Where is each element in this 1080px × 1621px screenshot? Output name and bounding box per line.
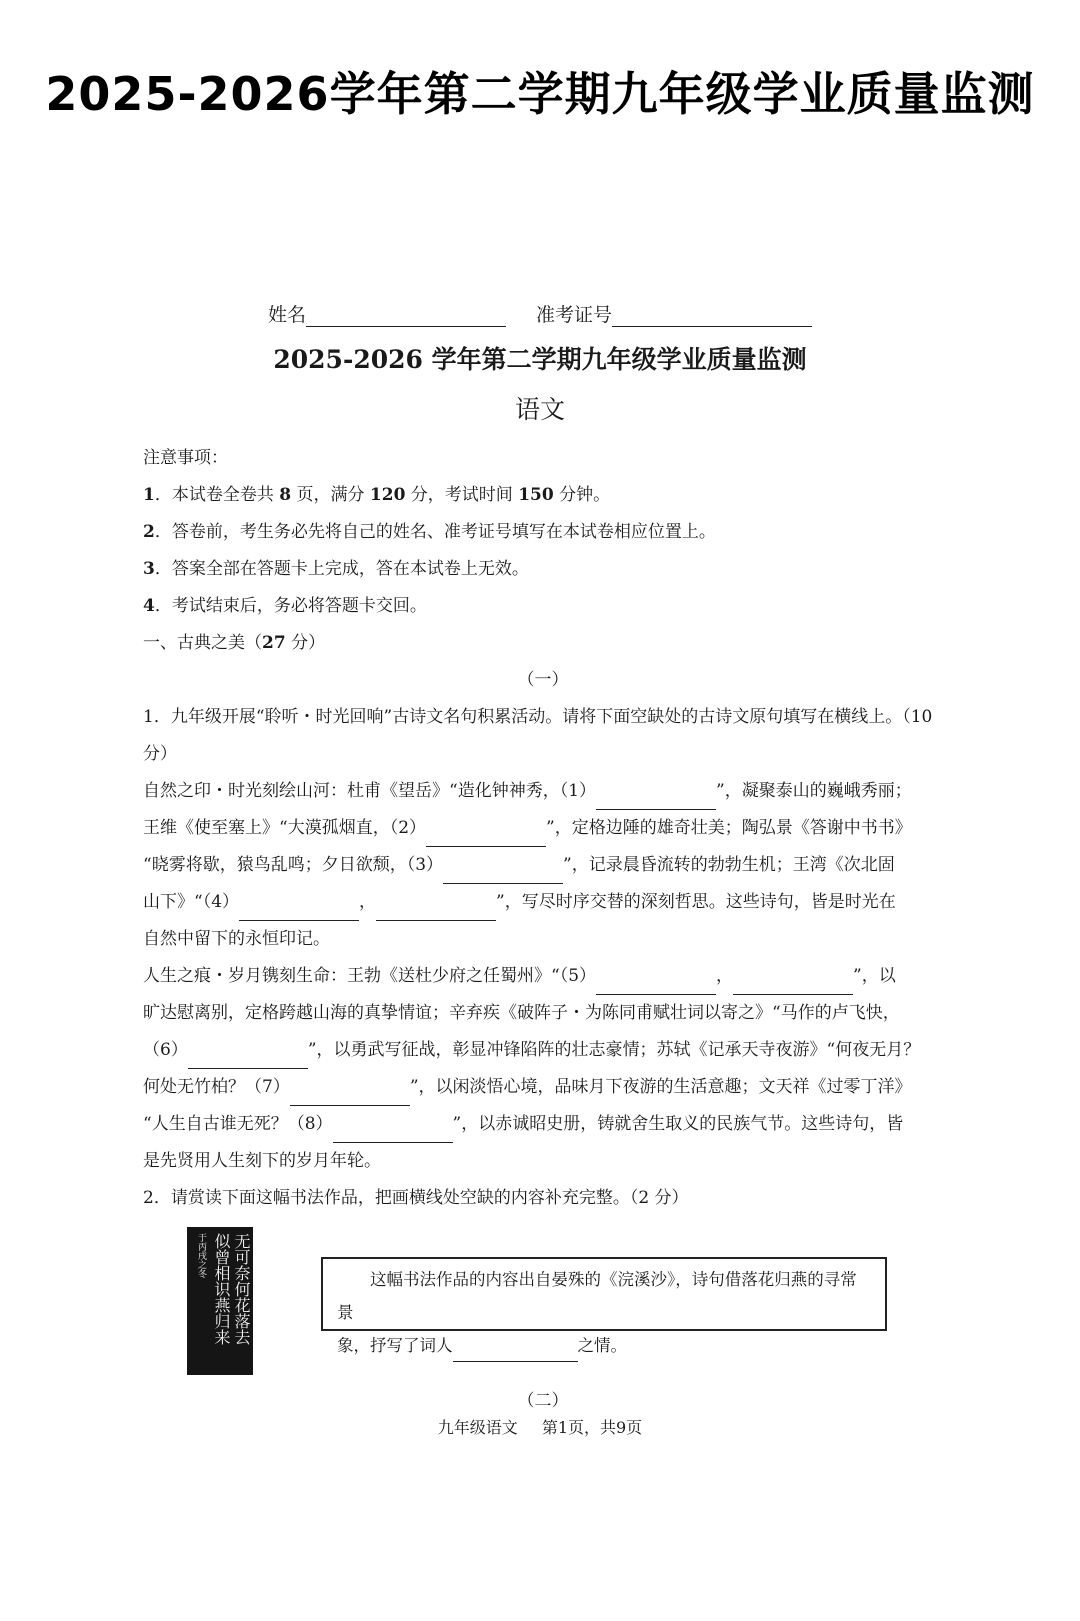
subject-title: 语文 [514, 395, 565, 424]
exam-no-label: 准考证号 [536, 304, 613, 326]
box-text: 之情。 [577, 1336, 627, 1355]
q2-text: 2．请赏读下面这幅书法作品，把画横线处空缺的内容补充完整。（2 分） [143, 1188, 689, 1208]
answer-blank-8[interactable] [333, 1124, 453, 1143]
q1-text: 人生之痕・岁月镌刻生命：王勃《送杜少府之任蜀州》“（5） [143, 966, 597, 986]
q1-text: ”，记录晨昏流转的勃勃生机；王湾《次北固 [563, 855, 895, 875]
box-text: 象，抒写了词人 [337, 1336, 453, 1355]
q1-text: ”，以闲淡悟心境，品味月下夜游的生活意趣；文天祥《过零丁洋》 [409, 1077, 912, 1097]
answer-blank-5a[interactable] [596, 976, 716, 995]
banner-title: 2025-2026学年第二学期九年级学业质量监测 [45, 67, 1035, 121]
notice-num: 4 [143, 596, 155, 616]
q1-text: ， [359, 892, 377, 912]
q1-text: 何处无竹柏？（7） [143, 1077, 290, 1097]
section-tail: 分） [285, 633, 326, 653]
part-two-heading: （二） [517, 1391, 569, 1411]
q2-figure [143, 1223, 943, 1383]
answer-blank-6[interactable] [188, 1050, 308, 1069]
q1-text: ”，写尽时序交替的深刻哲思。这些诗句，皆是时光在 [496, 892, 896, 912]
notice-text: 分，考试时间 [405, 485, 519, 505]
notice-text: 答卷前，考生务必先将自己的姓名、准考证号填写在本试卷相应位置上。 [171, 522, 716, 542]
q1-text: 自然之印・时光刻绘山河：杜甫《望岳》“造化钟神秀，（1） [143, 781, 597, 801]
q1-text: ， [716, 966, 734, 986]
notice-item-1: 1．本试卷全卷共 8 页，满分 120 分，考试时间 150 分钟。 [143, 485, 611, 505]
notice-num: 3 [143, 559, 155, 579]
notice-num: 1 [143, 485, 155, 505]
box-text: 这幅书法作品的内容出自晏殊的《浣溪沙》，诗句借落花归燕的寻常景 [337, 1270, 857, 1322]
q1-text: “人生自古谁无死？（8） [143, 1114, 333, 1134]
answer-blank-3[interactable] [443, 865, 563, 884]
q1-text: ”，以 [853, 966, 896, 986]
q1-text: 山下》“（4） [143, 892, 240, 912]
answer-blank-4b[interactable] [376, 902, 496, 921]
q1-text: 旷达慰离别，定格跨越山海的真挚情谊；辛弃疾《破阵子・为陈同甫赋壮词以寄之》“马作的卢飞快， [143, 1003, 900, 1023]
q1-text: 自然中留下的永恒印记。 [143, 929, 330, 949]
answer-blank-5b[interactable] [733, 976, 853, 995]
q2-answer-box [321, 1257, 887, 1355]
q1-text: ”，以勇武写征战，彰显冲锋陷阵的壮志豪情；苏轼《记承天寺夜游》“何夜无月？ [307, 1040, 921, 1060]
page-count: 8 [279, 485, 292, 505]
notice-text: 答案全部在答题卡上完成，答在本试卷上无效。 [171, 559, 529, 579]
footer-page-info: 第1页，共9页 [541, 1418, 643, 1437]
notice-text: 页，满分 [291, 485, 370, 505]
exam-content [143, 440, 943, 1420]
exam-duration: 150 [518, 485, 554, 505]
notice-text: 本试卷全卷共 [171, 485, 280, 505]
q1-text: ”，以赤诚昭史册，铸就舍生取义的民族气节。这些诗句，皆 [452, 1114, 904, 1134]
name-label: 姓名 [267, 304, 306, 326]
section-heading [143, 625, 943, 662]
q1-intro: 1．九年级开展“聆听・时光回响”古诗文名句积累活动。请将下面空缺处的古诗文原句填写在横线上。（10 [143, 707, 933, 727]
box-text-cont [337, 1329, 873, 1362]
notice-item-2: 2．答卷前，考生务必先将自己的姓名、准考证号填写在本试卷相应位置上。 [143, 522, 716, 542]
q1-life-para [143, 958, 943, 1180]
answer-blank-1[interactable] [596, 791, 716, 810]
answer-blank-7[interactable] [290, 1087, 410, 1106]
answer-blank-4a[interactable] [239, 902, 359, 921]
notice-item-3: 3．答案全部在答题卡上完成，答在本试卷上无效。 [143, 559, 529, 579]
notice-num: 2 [143, 522, 155, 542]
id-fields [0, 300, 1080, 327]
calligraphy-inscription: 于丙戌之冬 [196, 1233, 206, 1278]
part-one-heading: （一） [517, 670, 569, 690]
notice-item-4: 4．考试结束后，务必将答题卡交回。 [143, 596, 427, 616]
page-footer [0, 1415, 1080, 1438]
q1-text: ”，定格边陲的雄奇壮美；陶弘景《答谢中书书》 [546, 818, 912, 838]
full-score: 120 [369, 485, 406, 505]
q1-text: （6） [143, 1040, 188, 1060]
footer-subject: 九年级语文 [437, 1418, 518, 1437]
section-label: 一、古典之美（ [143, 633, 262, 653]
q1-text: ”，凝聚泰山的巍峨秀丽； [716, 781, 912, 801]
q1-intro-score: 分） [143, 744, 177, 764]
q1-text: 王维《使至塞上》“大漠孤烟直，（2） [143, 818, 427, 838]
q1-text: 是先贤用人生刻下的岁月年轮。 [143, 1151, 381, 1171]
calligraphy-column: 无可奈何花落去 [232, 1233, 251, 1345]
exam-title: 2025-2026 学年第二学期九年级学业质量监测 [273, 345, 807, 374]
notice-heading: 注意事项： [143, 448, 228, 468]
notice-text: 分钟。 [553, 485, 611, 505]
notice-text: 考试结束后，务必将答题卡交回。 [171, 596, 427, 616]
answer-blank-q2[interactable] [453, 1343, 578, 1362]
calligraphy-image [187, 1227, 253, 1375]
q1-nature-para [143, 773, 943, 958]
name-blank[interactable] [306, 306, 506, 327]
calligraphy-column: 似曾相识燕归来 [212, 1233, 231, 1345]
section-score: 27 [262, 633, 286, 653]
answer-blank-2[interactable] [426, 828, 546, 847]
exam-no-blank[interactable] [612, 306, 812, 327]
q1-text: “晓雾将歇，猿鸟乱鸣；夕日欲颓，（3） [143, 855, 444, 875]
